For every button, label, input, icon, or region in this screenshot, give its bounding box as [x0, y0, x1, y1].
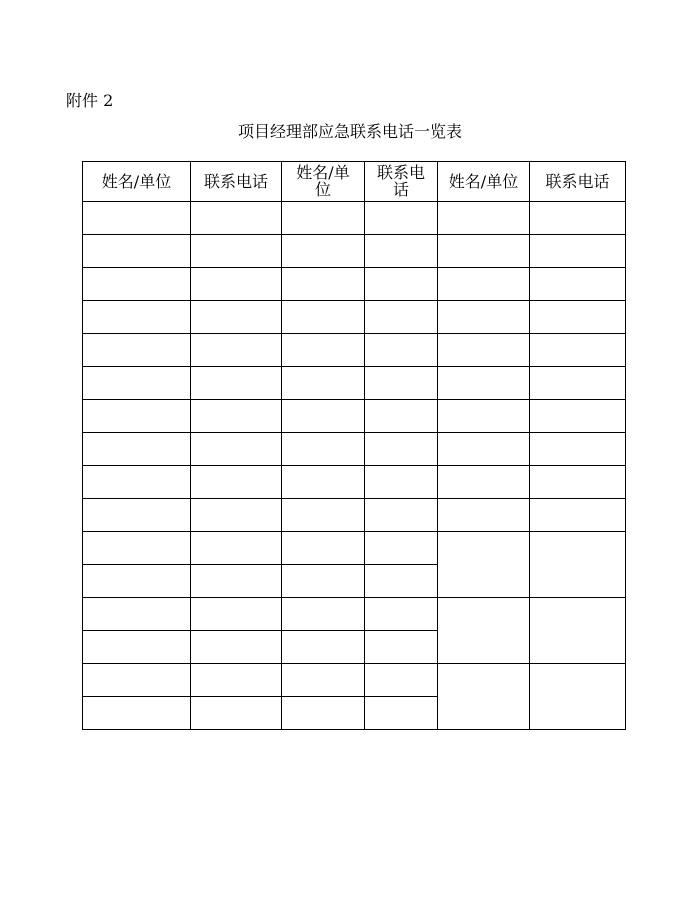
table-row: [83, 466, 626, 499]
table-cell[interactable]: [191, 565, 282, 598]
emergency-contact-table: [82, 161, 626, 730]
table-cell[interactable]: [365, 301, 438, 334]
merged-cell[interactable]: [438, 532, 530, 598]
merged-cell[interactable]: [530, 532, 626, 598]
table-cell[interactable]: [365, 400, 438, 433]
table-cell[interactable]: [282, 532, 365, 565]
table-cell[interactable]: [438, 466, 530, 499]
table-cell[interactable]: [365, 235, 438, 268]
table-cell[interactable]: [83, 499, 191, 532]
table-cell[interactable]: [282, 664, 365, 697]
table-cell[interactable]: [530, 433, 626, 466]
table-cell[interactable]: [365, 631, 438, 664]
header-phone-3: 联系电话: [530, 162, 626, 202]
table-cell[interactable]: [83, 400, 191, 433]
table-cell[interactable]: [365, 202, 438, 235]
table-cell[interactable]: [530, 466, 626, 499]
table-cell[interactable]: [282, 400, 365, 433]
table-cell[interactable]: [83, 433, 191, 466]
header-name-unit-3: 姓名/单位: [438, 162, 530, 202]
table-cell[interactable]: [282, 433, 365, 466]
table-row: [83, 433, 626, 466]
table-cell[interactable]: [191, 466, 282, 499]
table-cell[interactable]: [191, 235, 282, 268]
merged-cell[interactable]: [530, 664, 626, 730]
document-title: 项目经理部应急联系电话一览表: [237, 122, 462, 141]
table-cell[interactable]: [365, 433, 438, 466]
table-cell[interactable]: [530, 334, 626, 367]
table-cell[interactable]: [438, 334, 530, 367]
table-row: [83, 664, 626, 697]
table-cell[interactable]: [365, 367, 438, 400]
table-cell[interactable]: [282, 367, 365, 400]
table-cell[interactable]: [191, 202, 282, 235]
table-cell[interactable]: [191, 499, 282, 532]
table-cell[interactable]: [191, 334, 282, 367]
table-cell[interactable]: [282, 268, 365, 301]
header-phone-1: 联系电话: [191, 162, 282, 202]
table-header-row: [83, 162, 626, 202]
table-cell[interactable]: [282, 631, 365, 664]
table-cell[interactable]: [365, 466, 438, 499]
table-cell[interactable]: [191, 532, 282, 565]
table-cell[interactable]: [438, 268, 530, 301]
table-cell[interactable]: [83, 532, 191, 565]
table-cell[interactable]: [191, 400, 282, 433]
table-cell[interactable]: [282, 466, 365, 499]
table-cell[interactable]: [83, 268, 191, 301]
table-cell[interactable]: [438, 202, 530, 235]
table-row: [83, 268, 626, 301]
table-cell[interactable]: [191, 268, 282, 301]
merged-cell[interactable]: [438, 664, 530, 730]
table-cell[interactable]: [282, 202, 365, 235]
table-cell[interactable]: [365, 532, 438, 565]
header-name-unit-1: 姓名/单位: [83, 162, 191, 202]
table-cell[interactable]: [83, 235, 191, 268]
table-cell[interactable]: [282, 301, 365, 334]
table-cell[interactable]: [530, 202, 626, 235]
table-cell[interactable]: [530, 268, 626, 301]
table-cell[interactable]: [83, 202, 191, 235]
table-row: [83, 202, 626, 235]
table-cell[interactable]: [438, 499, 530, 532]
table-cell[interactable]: [365, 499, 438, 532]
table-row: [83, 235, 626, 268]
table-row: [83, 532, 626, 565]
table-cell[interactable]: [191, 664, 282, 697]
table-cell[interactable]: [83, 697, 191, 730]
header-phone-2-text: 联系电话: [376, 163, 425, 199]
table-cell[interactable]: [530, 301, 626, 334]
table-cell[interactable]: [530, 235, 626, 268]
table-cell[interactable]: [365, 334, 438, 367]
table-cell[interactable]: [438, 433, 530, 466]
table-cell[interactable]: [282, 334, 365, 367]
table-cell[interactable]: [191, 631, 282, 664]
table-cell[interactable]: [438, 367, 530, 400]
table-cell[interactable]: [191, 433, 282, 466]
table-cell[interactable]: [83, 631, 191, 664]
table-cell[interactable]: [83, 466, 191, 499]
table-row: [83, 598, 626, 631]
table-cell[interactable]: [530, 400, 626, 433]
header-name-unit-2-text: 姓名/单位: [296, 163, 350, 199]
header-phone-2: [365, 162, 438, 202]
table-cell[interactable]: [83, 334, 191, 367]
table-cell[interactable]: [83, 664, 191, 697]
table-cell[interactable]: [365, 268, 438, 301]
table-cell[interactable]: [83, 565, 191, 598]
table-row: [83, 400, 626, 433]
table-cell[interactable]: [83, 301, 191, 334]
table-cell[interactable]: [365, 598, 438, 631]
table-row: [83, 499, 626, 532]
table-cell[interactable]: [191, 598, 282, 631]
table-cell[interactable]: [530, 499, 626, 532]
table-cell[interactable]: [282, 598, 365, 631]
table-cell[interactable]: [83, 598, 191, 631]
table-row: [83, 334, 626, 367]
table-cell[interactable]: [438, 301, 530, 334]
table-row: [83, 367, 626, 400]
table-cell[interactable]: [282, 235, 365, 268]
table-row: [83, 301, 626, 334]
table-cell[interactable]: [530, 367, 626, 400]
header-name-unit-2: [282, 162, 365, 202]
table-cell[interactable]: [365, 697, 438, 730]
table-cell[interactable]: [282, 499, 365, 532]
table-cell[interactable]: [191, 697, 282, 730]
merged-cell[interactable]: [530, 598, 626, 664]
table-cell[interactable]: [438, 400, 530, 433]
table-cell[interactable]: [83, 367, 191, 400]
table-cell[interactable]: [282, 697, 365, 730]
table-cell[interactable]: [365, 664, 438, 697]
table-cell[interactable]: [282, 565, 365, 598]
table-cell[interactable]: [438, 235, 530, 268]
table-cell[interactable]: [365, 565, 438, 598]
attachment-label: 附件 2: [66, 91, 114, 110]
table-cell[interactable]: [191, 301, 282, 334]
table-cell[interactable]: [191, 367, 282, 400]
merged-cell[interactable]: [438, 598, 530, 664]
